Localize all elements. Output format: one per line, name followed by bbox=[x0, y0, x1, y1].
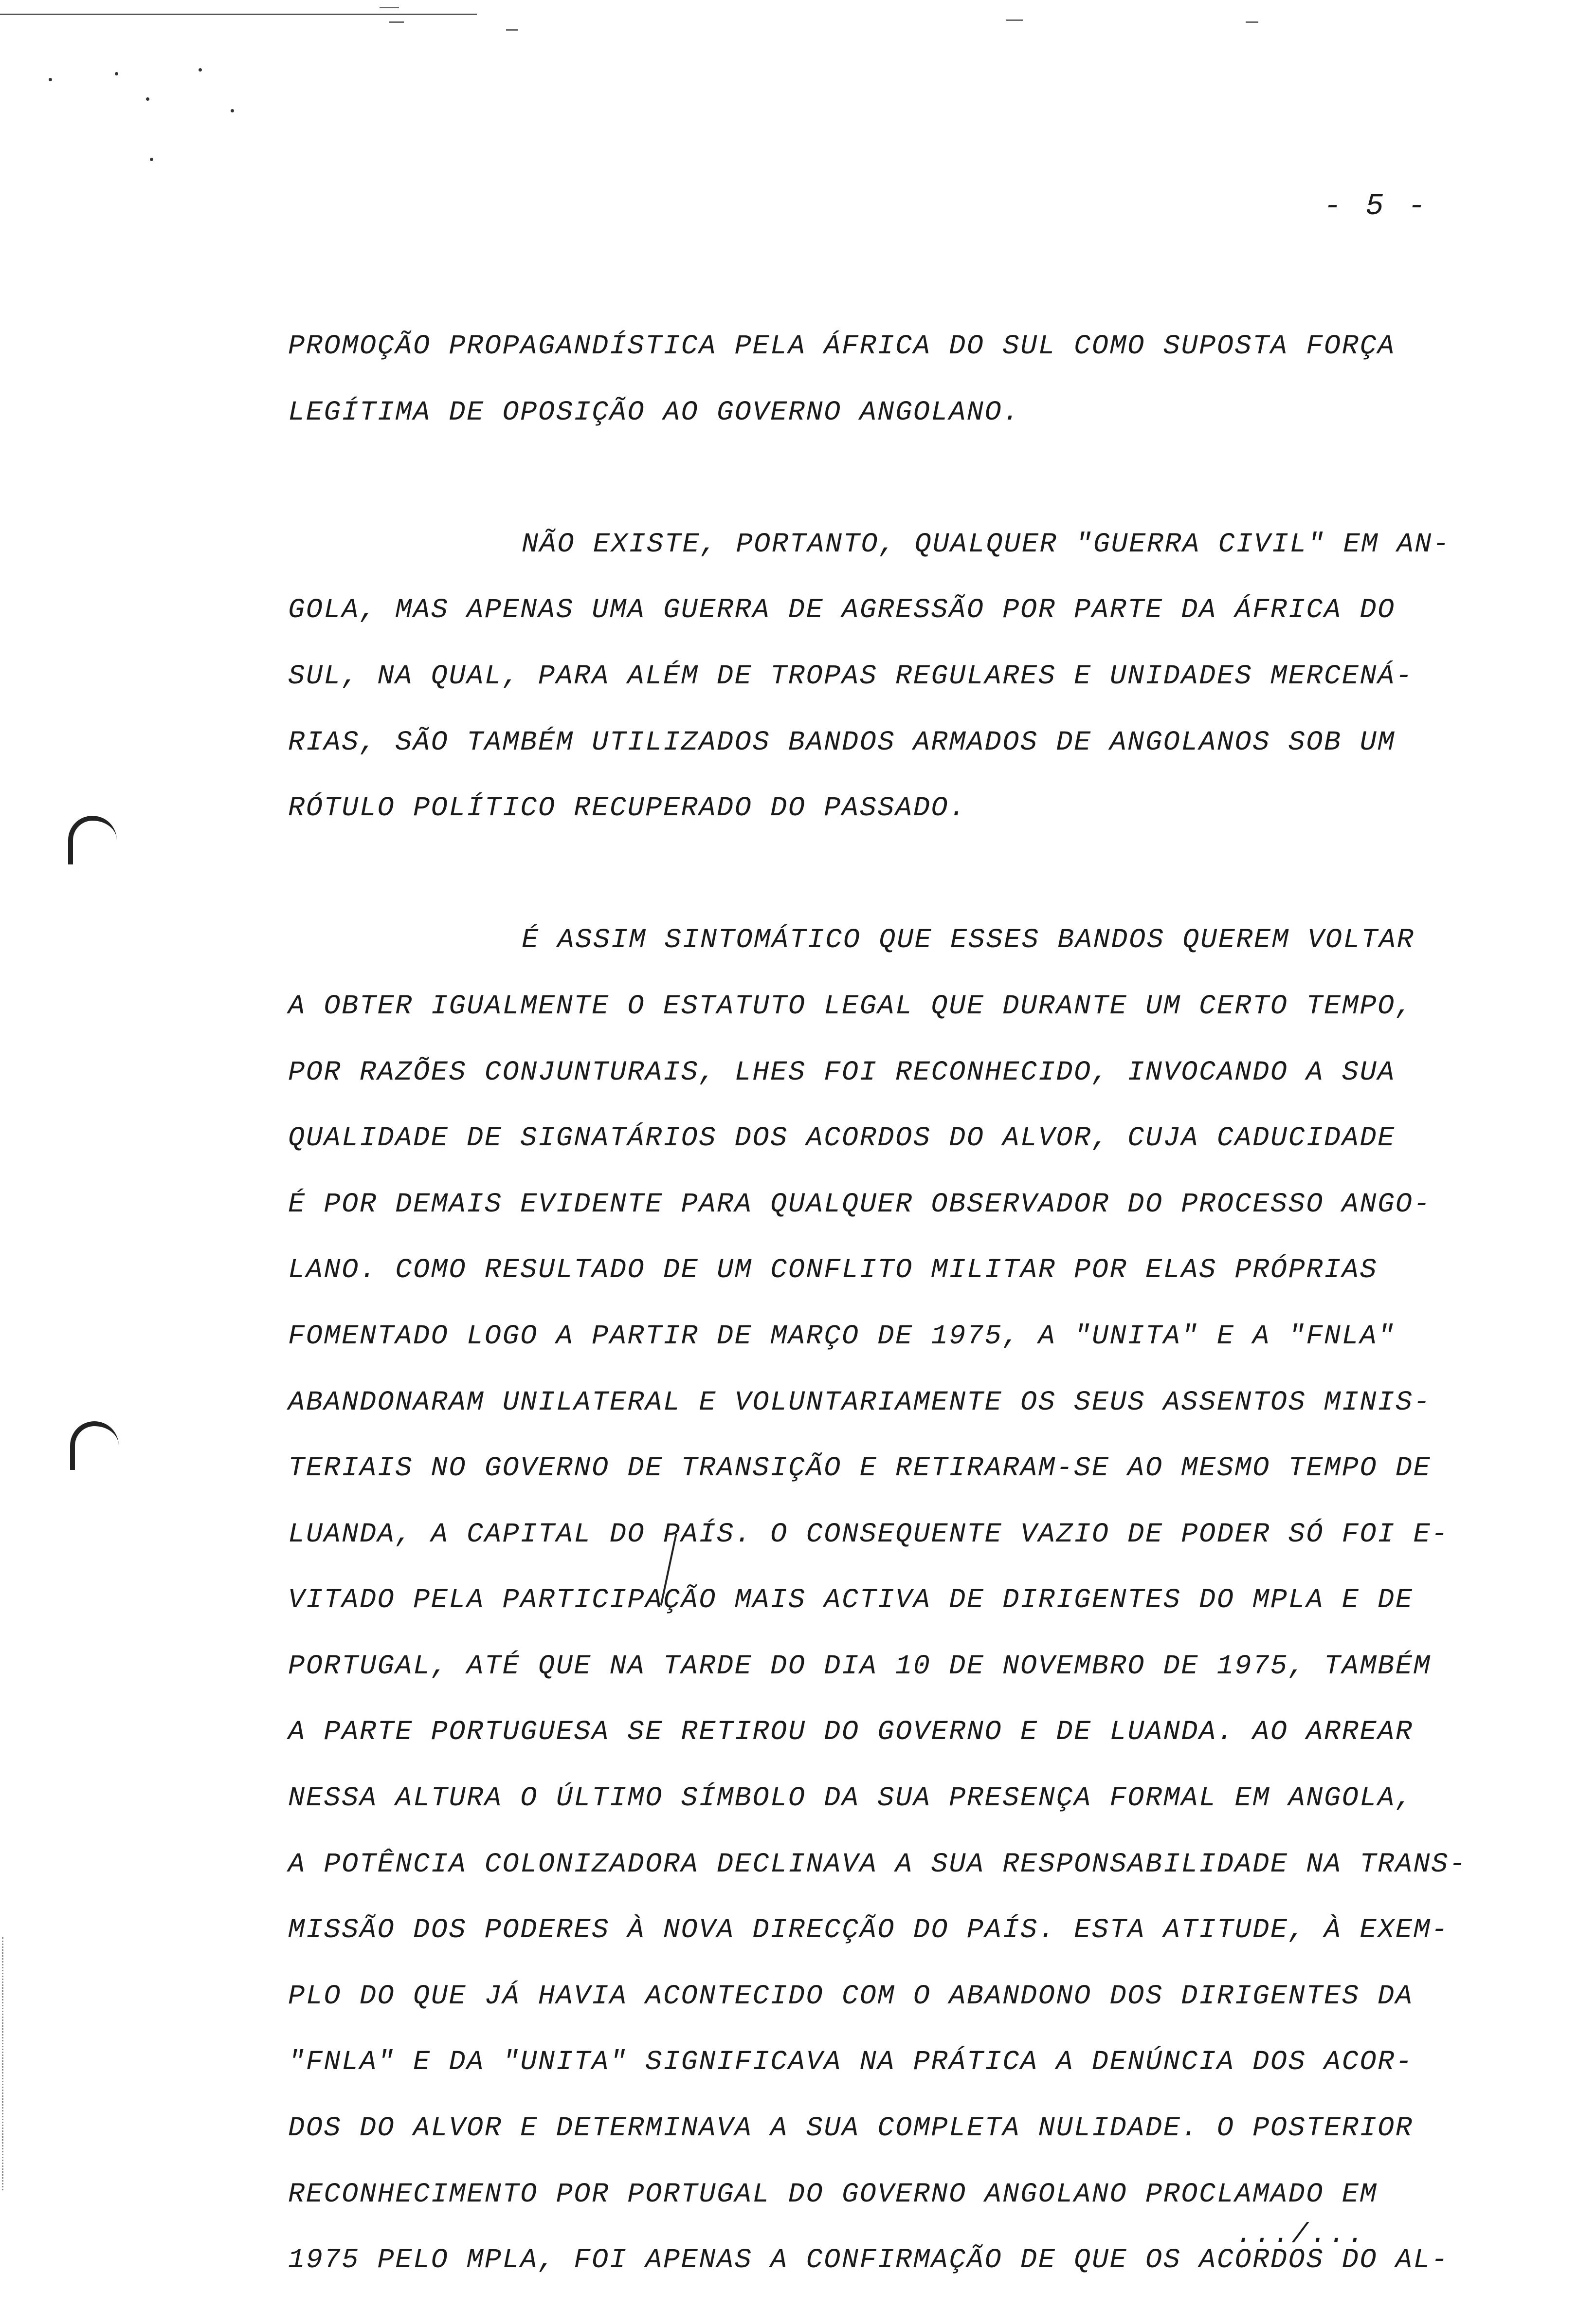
text-line: PORTUGAL, ATÉ QUE NA TARDE DO DIA 10 DE NOVEMBRO DE 1975, TAMBÉM bbox=[288, 1651, 1432, 1682]
text-line: QUALIDADE DE SIGNATÁRIOS DOS ACORDOS DO ALVOR, CUJA CADUCIDADE bbox=[288, 1123, 1396, 1155]
text-line: MISSÃO DOS PODERES À NOVA DIRECÇÃO DO PAÍS. ESTA ATITUDE, À EXEM- bbox=[288, 1915, 1449, 1946]
scan-speck bbox=[231, 109, 234, 112]
text-line: LUANDA, A CAPITAL DO PAÍS. O CONSEQUENTE VAZIO DE PODER SÓ FOI E- bbox=[288, 1519, 1449, 1550]
continuation-mark: .../... bbox=[1236, 2220, 1366, 2251]
text-line: RECONHECIMENTO POR PORTUGAL DO GOVERNO ANGOLANO PROCLAMADO EM bbox=[288, 2179, 1378, 2210]
scan-dash bbox=[1246, 21, 1258, 23]
text-line: A OBTER IGUALMENTE O ESTATUTO LEGAL QUE DURANTE UM CERTO TEMPO, bbox=[288, 991, 1414, 1022]
top-edge-rule bbox=[0, 14, 477, 15]
scan-speck bbox=[146, 97, 149, 101]
scan-dash bbox=[389, 21, 404, 23]
scan-speck bbox=[49, 78, 52, 81]
body-text bbox=[288, 332, 1592, 2312]
punch-hole-mark bbox=[70, 1421, 119, 1470]
text-line: PROMOÇÃO PROPAGANDÍSTICA PELA ÁFRICA DO SUL COMO SUPOSTA FORÇA bbox=[288, 331, 1396, 362]
scan-speck bbox=[115, 72, 118, 75]
text-line: RÓTULO POLÍTICO RECUPERADO DO PASSADO. bbox=[288, 793, 967, 825]
scan-dash bbox=[506, 29, 518, 31]
text-line: VITADO PELA PARTICIPAÇÃO MAIS ACTIVA DE DIRIGENTES DO MPLA E DE bbox=[288, 1585, 1414, 1616]
text-line: NÃO EXISTE, PORTANTO, QUALQUER "GUERRA CIVIL" EM AN- bbox=[522, 529, 1451, 560]
text-line: LANO. COMO RESULTADO DE UM CONFLITO MILITAR POR ELAS PRÓPRIAS bbox=[288, 1255, 1378, 1286]
text-line: "FNLA" E DA "UNITA" SIGNIFICAVA NA PRÁTICA A DENÚNCIA DOS ACOR- bbox=[288, 2047, 1414, 2078]
text-line: É ASSIM SINTOMÁTICO QUE ESSES BANDOS QUEREM VOLTAR bbox=[522, 925, 1415, 956]
punch-hole-mark bbox=[68, 816, 117, 864]
scan-speck bbox=[150, 158, 153, 161]
text-line: TERIAIS NO GOVERNO DE TRANSIÇÃO E RETIRARAM-SE AO MESMO TEMPO DE bbox=[288, 1453, 1432, 1485]
text-line: A PARTE PORTUGUESA SE RETIROU DO GOVERNO E DE LUANDA. AO ARREAR bbox=[288, 1717, 1414, 1748]
text-line: GOLA, MAS APENAS UMA GUERRA DE AGRESSÃO POR PARTE DA ÁFRICA DO bbox=[288, 595, 1396, 626]
scan-edge-dots bbox=[2, 1937, 3, 2190]
text-line: 1975 PELO MPLA, FOI APENAS A CONFIRMAÇÃO DE QUE OS ACORDOS DO AL- bbox=[288, 2245, 1449, 2276]
scan-dash bbox=[1006, 19, 1023, 21]
text-line: LEGÍTIMA DE OPOSIÇÃO AO GOVERNO ANGOLANO. bbox=[288, 397, 1020, 428]
text-line: RIAS, SÃO TAMBÉM UTILIZADOS BANDOS ARMADOS DE ANGOLANOS SOB UM bbox=[288, 727, 1396, 758]
text-line: SUL, NA QUAL, PARA ALÉM DE TROPAS REGULARES E UNIDADES MERCENÁ- bbox=[288, 661, 1414, 692]
text-line: DOS DO ALVOR E DETERMINAVA A SUA COMPLETA NULIDADE. O POSTERIOR bbox=[288, 2113, 1414, 2145]
text-line: FOMENTADO LOGO A PARTIR DE MARÇO DE 1975, A "UNITA" E A "FNLA" bbox=[288, 1321, 1396, 1352]
scan-speck bbox=[199, 68, 202, 72]
text-line: A POTÊNCIA COLONIZADORA DECLINAVA A SUA RESPONSABILIDADE NA TRANS- bbox=[288, 1849, 1467, 1880]
text-line: PLO DO QUE JÁ HAVIA ACONTECIDO COM O ABANDONO DOS DIRIGENTES DA bbox=[288, 1981, 1414, 2012]
text-line: NESSA ALTURA O ÚLTIMO SÍMBOLO DA SUA PRESENÇA FORMAL EM ANGOLA, bbox=[288, 1783, 1414, 1815]
text-line: É POR DEMAIS EVIDENTE PARA QUALQUER OBSERVADOR DO PROCESSO ANGO- bbox=[288, 1189, 1432, 1220]
text-line: POR RAZÕES CONJUNTURAIS, LHES FOI RECONHECIDO, INVOCANDO A SUA bbox=[288, 1057, 1396, 1088]
scan-dash bbox=[380, 7, 399, 8]
page-number: - 5 - bbox=[1324, 189, 1429, 223]
text-line: ABANDONARAM UNILATERAL E VOLUNTARIAMENTE OS SEUS ASSENTOS MINIS- bbox=[288, 1387, 1432, 1418]
